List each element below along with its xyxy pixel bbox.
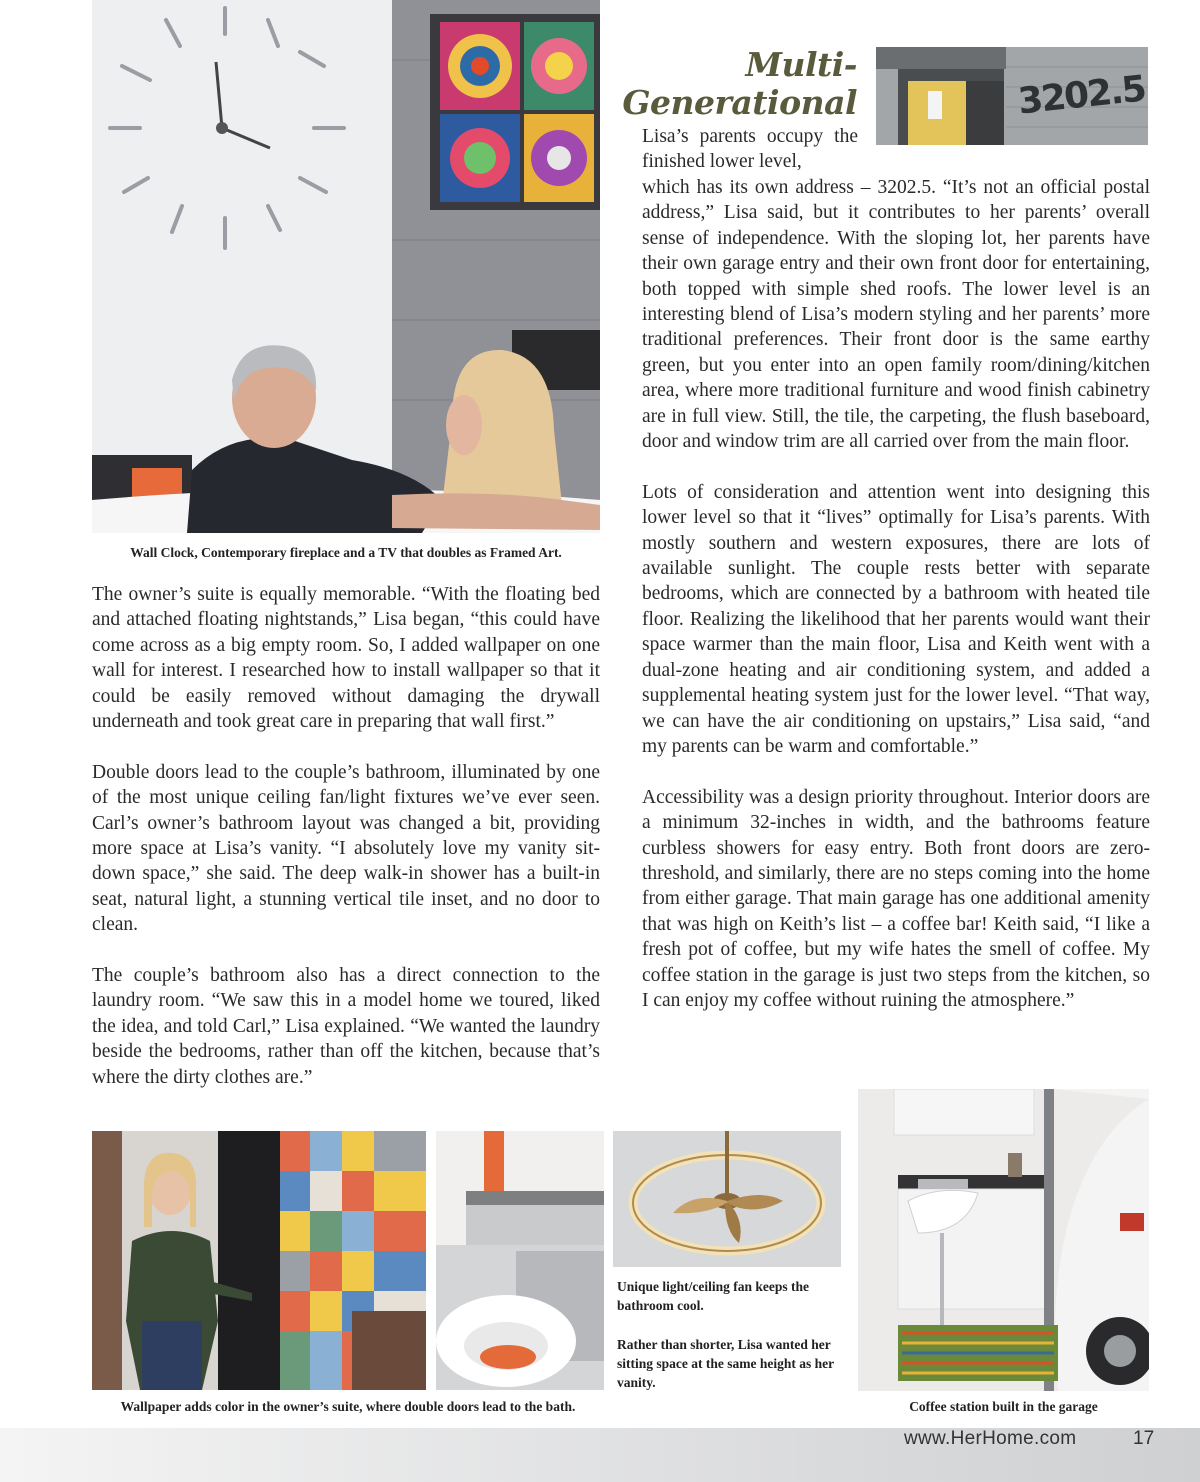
left-paragraph-1: The owner’s suite is equally memorable. “With the floating bed and attached floating nightstands,” Lisa began, “this could have come across as a big empty room. So, I added wallpaper on one wall for interest. I researched how to install wallpaper so that it could be easily removed without damaging the drywall underneath and took great care in preparing that wall first.” <box>92 584 600 733</box>
wallpaper-photo <box>92 1131 426 1390</box>
address-photo <box>876 47 1148 145</box>
seat-photo-caption: Rather than shorter, Lisa wanted her sitting space at the same height as her vanity. <box>617 1337 834 1390</box>
fan-photo-caption: Unique light/ceiling fan keeps the bathroom cool. <box>617 1279 810 1313</box>
left-column <box>92 582 600 1115</box>
heading-line-1: Multi- <box>745 45 857 84</box>
main-photo <box>92 0 600 533</box>
right-intro-narrow: Lisa’s parents occupy the finished lower level, <box>642 126 858 173</box>
garage-photo-caption: Coffee station built in the garage <box>909 1399 1098 1414</box>
left-paragraph-3: The couple’s bathroom also has a direct connection to the laundry room. “We saw this in a model home we toured, liked the idea, and told Carl,” Lisa explained. “We wanted the laundry beside the bedrooms, rather than off the kitchen, because that’s where the dirty clothes are.” <box>92 965 600 1088</box>
wallpaper-photo-caption: Wallpaper adds color in the owner’s suite, where double doors lead to the bath. <box>120 1399 576 1414</box>
page-number: 17 <box>1133 1428 1155 1449</box>
right-paragraph-2: Lots of consideration and attention went into designing this lower level so that it “lives” optimally for Lisa’s parents. With mostly southern and western exposures, there are lots of available sunlight. The couple rests better with separate bedrooms, which are connected by a bathroom with heated tile floor. Realizing the likelihood that her parents would want their space warmer than the main floor, Lisa and Keith went with a dual-zone heating and air conditioning system, and added a supplemental heating system just for the lower level. “That way, we can have the air conditioning on upstairs,” Lisa said, “and my parents can be warm and comfortable.” <box>642 481 1150 757</box>
heading-line-2: Generational <box>622 83 857 122</box>
right-paragraph-3: Accessibility was a design priority throughout. Interior doors are a minimum 32-inches in width, and the bathrooms feature curbless showers for easy entry. Both front doors are zero-threshold, and similarly, there are no steps coming into the home from either garage. That main garage has one additional amenity that was high on Keith’s list – a coffee bar! Keith said, “I like a fresh pot of coffee, but my wife hates the smell of coffee. My coffee station in the garage is just two steps from the kitchen, so I can enjoy my coffee without ruining the atmosphere.” <box>642 786 1150 1011</box>
right-paragraph-1: which has its own address – 3202.5. “It’s not an official postal address,” Lisa said, but it contributes to her parents’ overall sense of independence. With the sloping lot, her parents have their own garage entry and their own front door for entertaining, both topped with simple shed roofs. The lower level is an interesting blend of Lisa’s modern styling and her parents’ more traditional preferences. Their front door is the same earthy green, but you enter into an open family room/dining/kitchen area, where more traditional furniture and wood finish cabinetry are in full view. Still, the tile, the carpeting, the flush baseboard, door and window trim are all carried over from the main floor. <box>642 177 1150 453</box>
fan-photo <box>613 1131 841 1267</box>
vanity-photo <box>436 1131 604 1390</box>
right-column <box>642 175 1150 1039</box>
main-photo-caption: Wall Clock, Contemporary fireplace and a TV that doubles as Framed Art. <box>130 545 562 560</box>
section-heading <box>622 46 857 122</box>
footer-url[interactable]: www.HerHome.com <box>904 1428 1077 1449</box>
left-paragraph-2: Double doors lead to the couple’s bathroom, illuminated by one of the most unique ceiling fan/light fixtures we’ve ever seen. Carl’s owner’s bathroom layout was changed a bit, providing more space at Lisa’s vanity. “I absolutely love my vanity sit-down space,” she said. The deep walk-in shower has a built-in seat, natural light, a stunning vertical tile inset, and no door to clean. <box>92 761 600 936</box>
garage-photo <box>858 1089 1149 1391</box>
address-number: 3202.5 <box>1016 68 1147 123</box>
